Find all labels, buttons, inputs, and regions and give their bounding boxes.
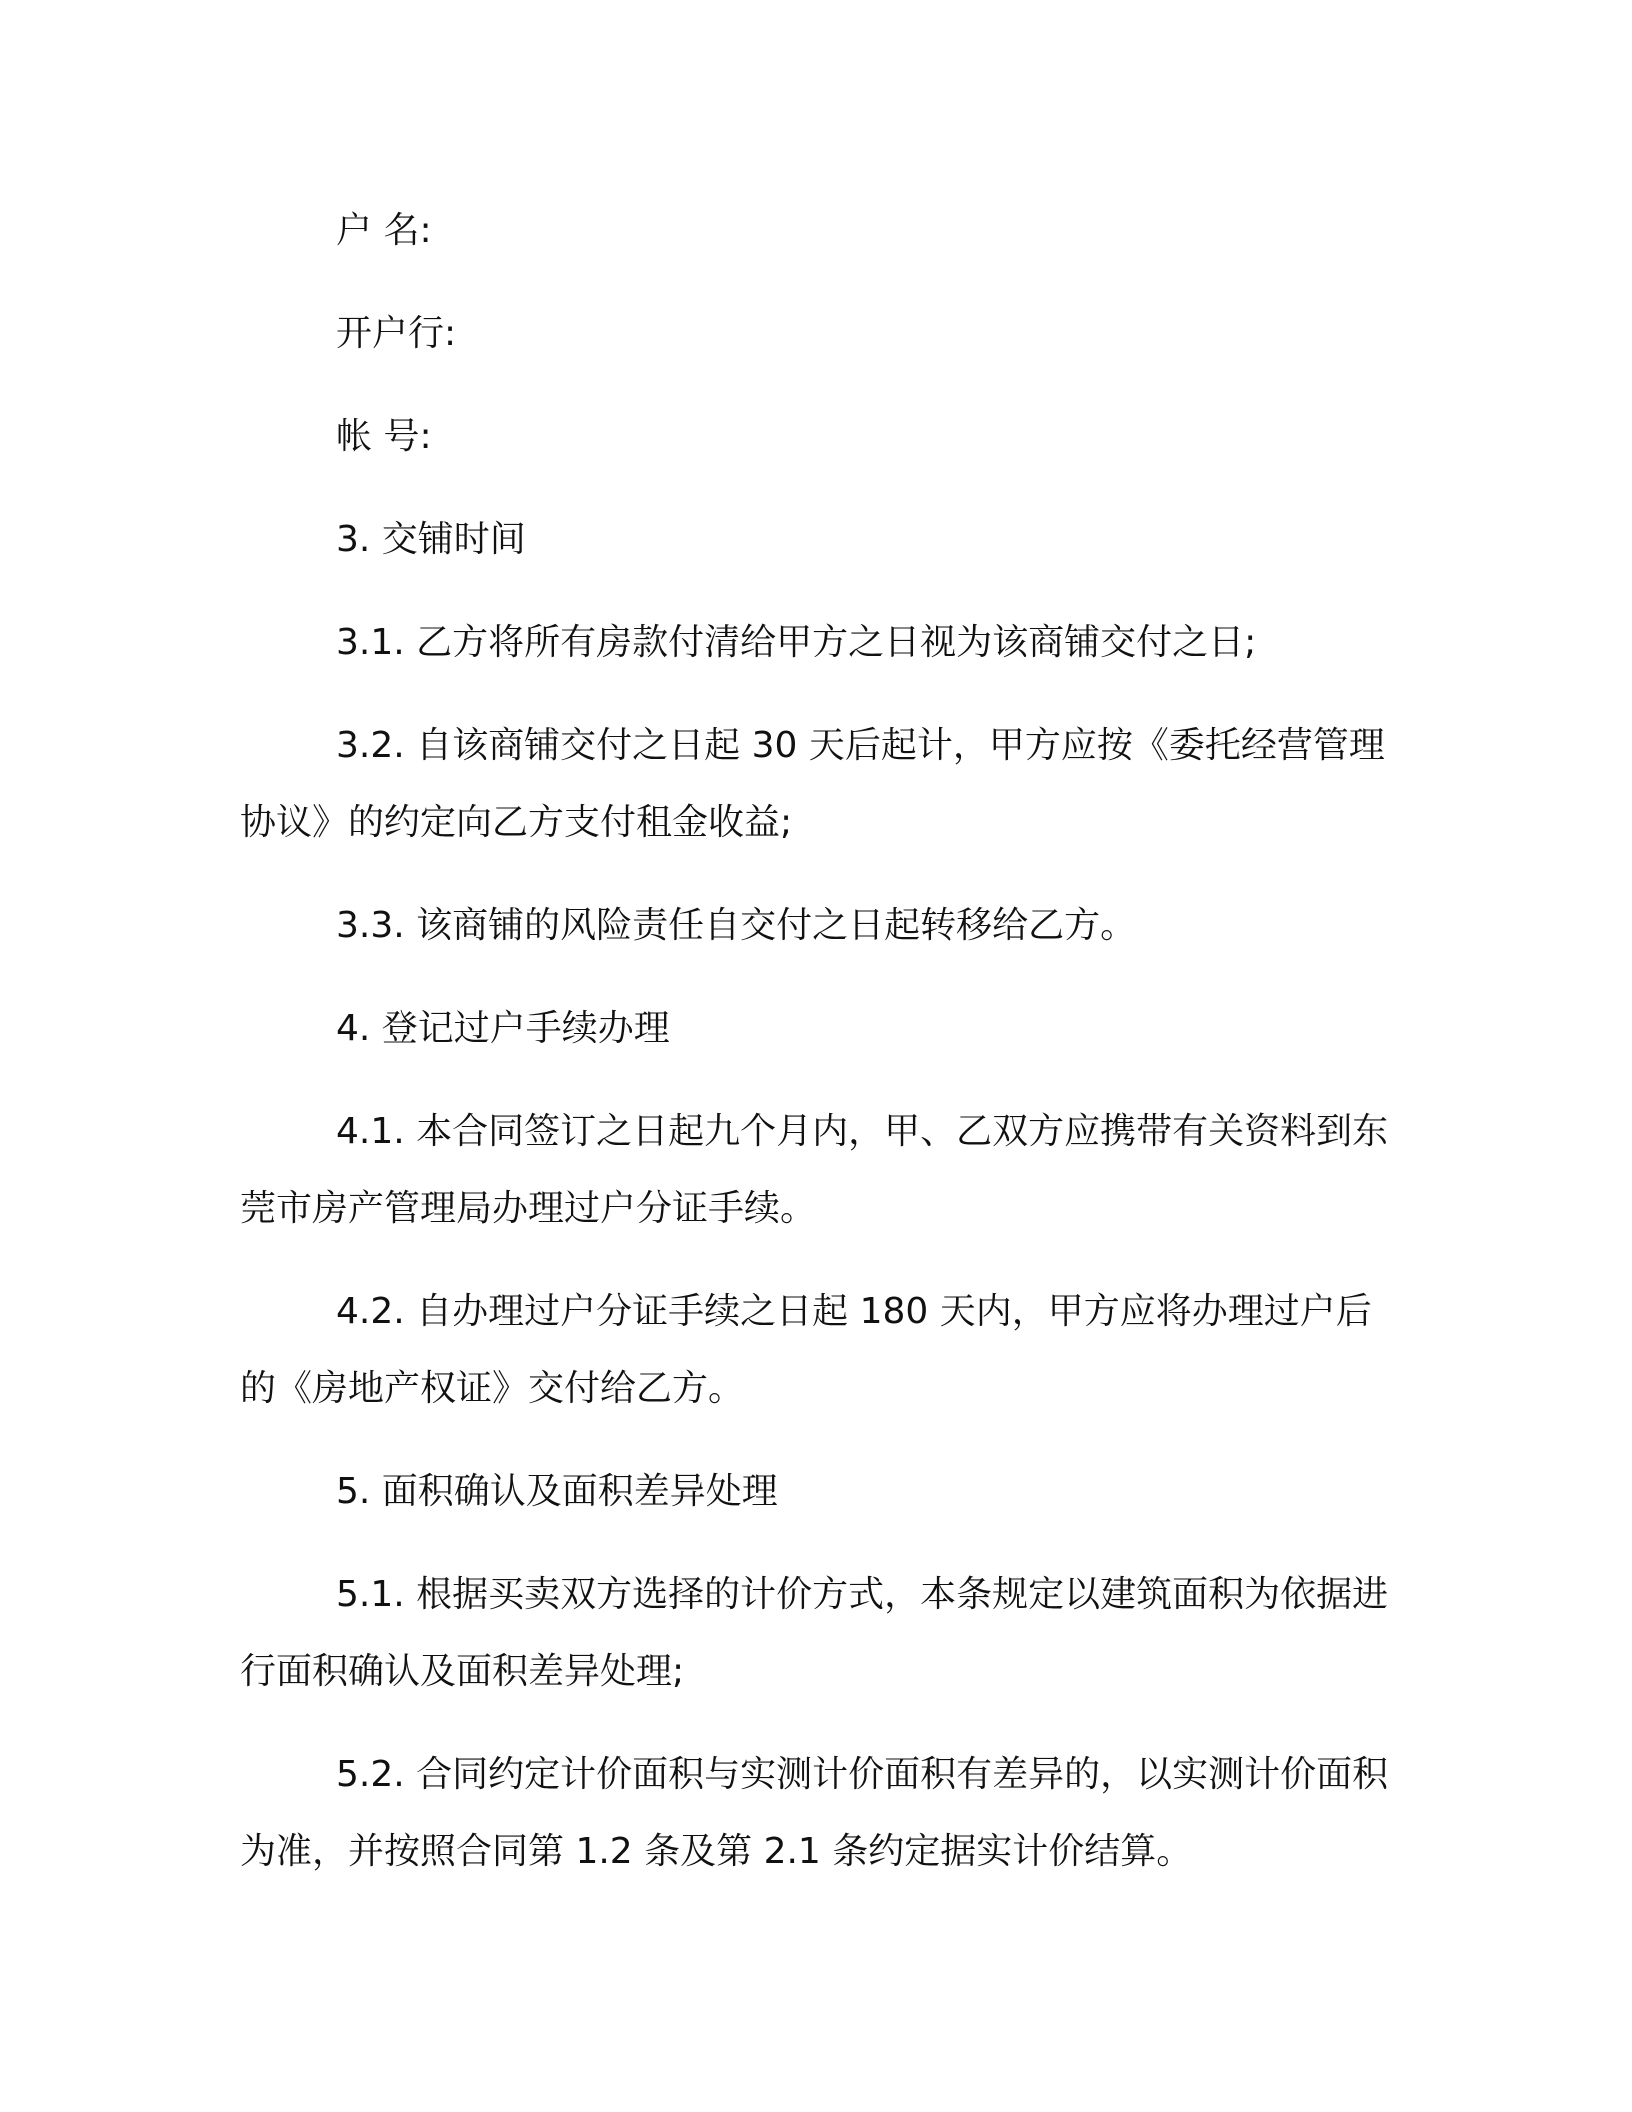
clause-4-2: 4.2. 自办理过户分证手续之日起 180 天内，甲方应将办理过户后的《房地产权证》交付给乙方。 [240,1291,1372,1409]
clause-5-2: 5.2. 合同约定计价面积与实测计价面积有差异的，以实测计价面积为准，并按照合同第 1.2 条及第 2.1 条约定据实计价结算。 [240,1754,1389,1872]
account-number-field: 帐 号: [336,416,432,457]
clause-3-3: 3.3. 该商铺的风险责任自交付之日起转移给乙方。 [336,905,1137,946]
section-heading-5: 5. 面积确认及面积差异处理 [336,1471,778,1512]
section-heading-3: 3. 交铺时间 [336,519,526,560]
account-name-field: 户 名: [336,210,432,251]
section-heading-4: 4. 登记过户手续办理 [336,1008,670,1049]
clause-4-1: 4.1. 本合同签订之日起九个月内，甲、乙双方应携带有关资料到东莞市房产管理局办理过户分证手续。 [240,1111,1389,1229]
clause-3-1: 3.1. 乙方将所有房款付清给甲方之日视为该商铺交付之日; [336,622,1257,663]
clause-3-2: 3.2. 自该商铺交付之日起 30 天后起计，甲方应按《委托经营管理协议》的约定向乙方支付租金收益; [240,725,1385,843]
bank-field: 开户行: [336,313,457,354]
document-body [240,192,1396,1916]
clause-5-1: 5.1. 根据买卖双方选择的计价方式，本条规定以建筑面积为依据进行面积确认及面积差异处理; [240,1574,1389,1692]
